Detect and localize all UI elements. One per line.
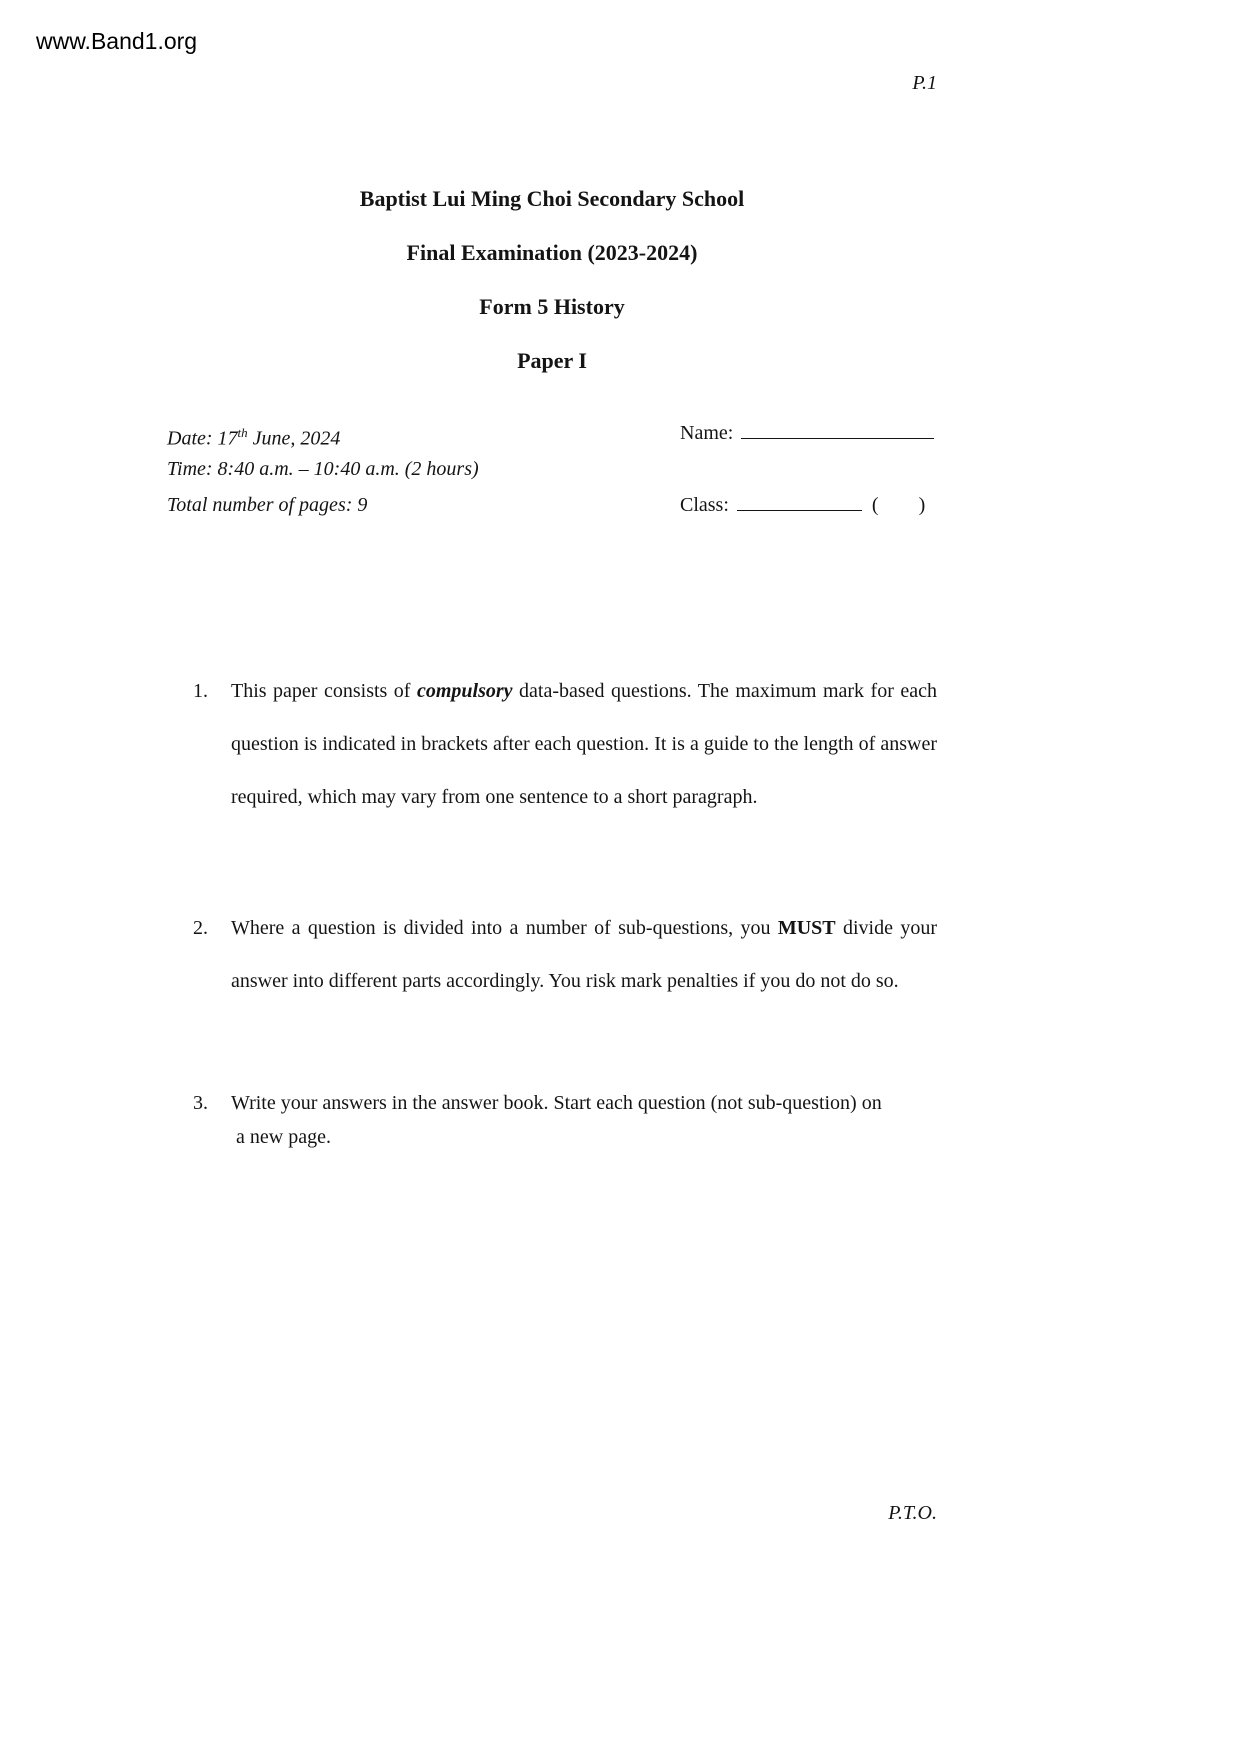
name-blank-line [741,424,934,439]
instruction-item [193,665,942,824]
instruction-item [193,1086,937,1154]
exam-title: Final Examination (2023-2024) [406,240,698,265]
school-name: Baptist Lui Ming Choi Secondary School [359,186,745,211]
instructions-list [193,665,943,1232]
paren-close: ) [918,494,926,516]
instruction-text [231,902,943,1008]
instruction-text [231,1086,937,1154]
info-line [167,415,479,451]
class-label: Class: [680,494,729,516]
name-label: Name: [680,422,734,444]
name-field-row [680,415,934,451]
text-segment: data-based questions. The maximum mark for each question is indicated in brackets after each question. It is a guide to the length of answer required, which may vary from one sentence to a short paragraph. [231,680,942,808]
instruction-item [193,902,943,1008]
text-segment: Date: 17 [167,427,238,450]
subject-title: Form 5 History [479,294,625,319]
instruction-number: 1. [193,680,208,702]
instruction-text [231,665,942,824]
info-line [167,487,479,523]
paren-open: ( [871,494,879,516]
class-blank-line [737,496,862,511]
watermark: www.Band1.org [36,28,198,54]
text-segment: divide your answer into different parts accordingly. You risk mark penalties if you do not do so. [231,917,943,992]
text-segment: Total number of pages: 9 [167,494,368,516]
exam-info-left [167,415,479,523]
exam-info-right [680,415,934,523]
text-segment: MUST [777,917,836,939]
text-segment: June, 2024 [247,427,341,450]
instruction-number: 3. [193,1092,208,1114]
text-segment: th [237,425,248,440]
instruction-number: 2. [193,917,208,939]
page-number: P.1 [912,72,937,94]
text-segment: This paper consists of [231,680,417,702]
class-field-row [680,487,934,523]
title-block [167,172,937,388]
text-segment: a new page. [231,1126,331,1148]
page-content [167,0,943,1754]
text-segment: Time: 8:40 a.m. – 10:40 a.m. (2 hours) [167,458,479,480]
info-line [167,451,479,487]
paper-title: Paper I [517,348,587,373]
pto-footer: P.T.O. [888,1502,937,1524]
text-segment: Where a question is divided into a number of sub-questions, you [231,917,778,939]
text-segment: compulsory [416,680,513,702]
text-segment: Write your answers in the answer book. Start each question (not sub-question) on [231,1092,882,1114]
class-number-parens [872,494,925,516]
